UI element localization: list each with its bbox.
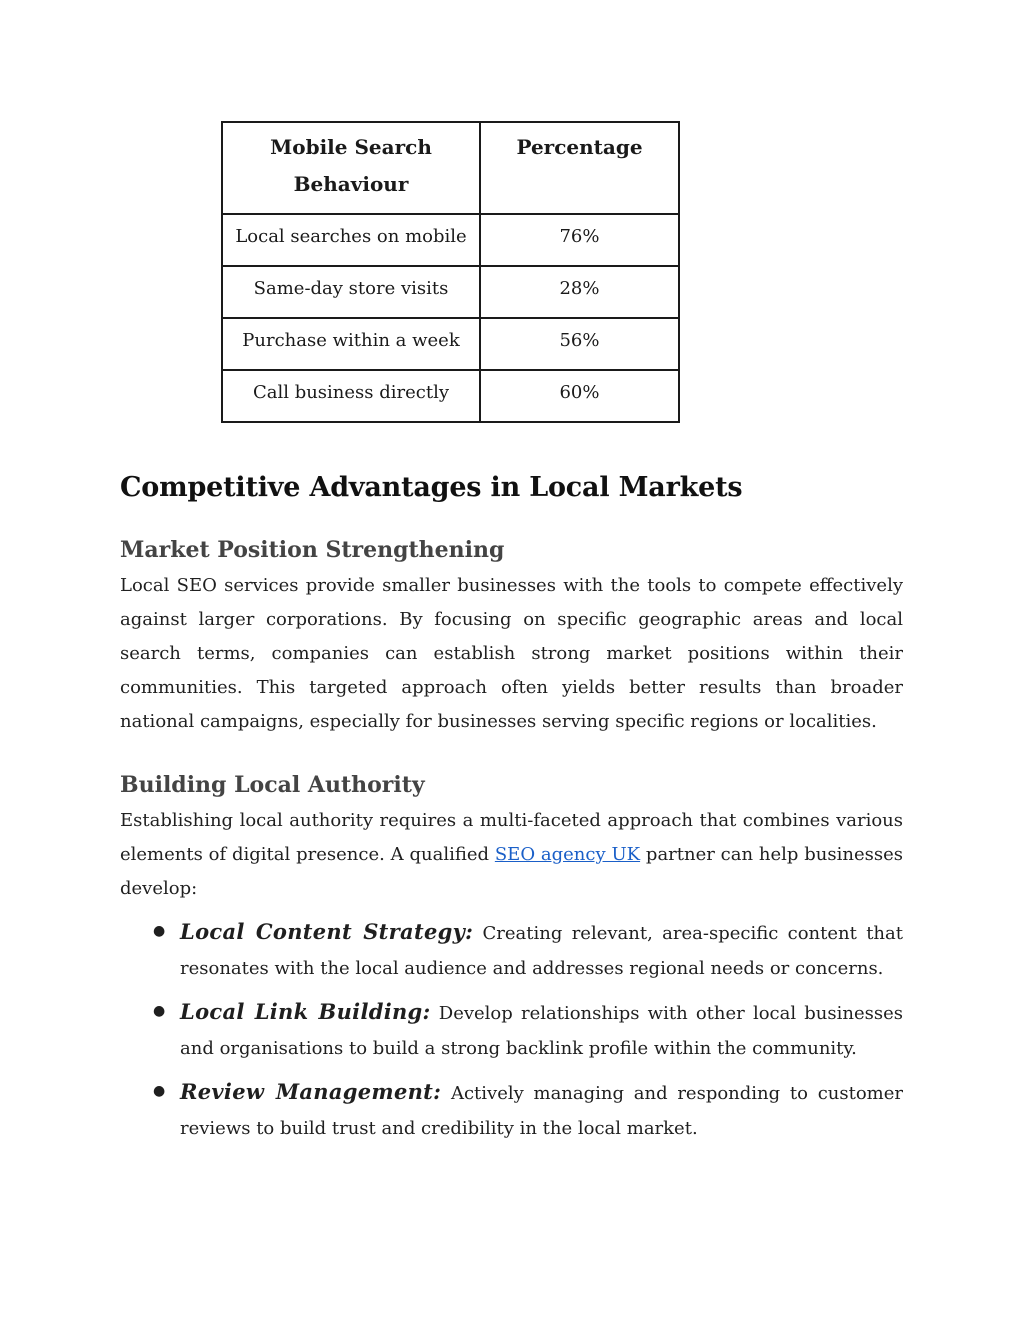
- strategy-bullet-list: [120, 914, 903, 1154]
- bullet-text: Actively managing and responding to customer reviews to build trust and credibility in the local market.: [180, 1083, 904, 1139]
- local-authority-paragraph: [120, 804, 903, 906]
- table-cell-percentage: 60%: [480, 370, 679, 422]
- bullet-term: Local Content Strategy:: [180, 919, 474, 944]
- list-item: [120, 994, 903, 1066]
- table-cell-percentage: 76%: [480, 214, 679, 266]
- table-cell-percentage: 56%: [480, 318, 679, 370]
- table-cell-behaviour: Local searches on mobile: [222, 214, 480, 266]
- table-header-percentage: Percentage: [480, 122, 679, 214]
- list-item: [120, 1074, 903, 1146]
- table-cell-percentage: 28%: [480, 266, 679, 318]
- local-authority-heading: Building Local Authority: [120, 772, 425, 798]
- bullet-term: Review Management:: [180, 1079, 442, 1104]
- bullet-icon: ●: [153, 923, 166, 939]
- mobile-search-table: [221, 121, 680, 423]
- local-authority-text-before: Establishing local authority requires a multi-faceted approach that combines various elements of digital presence. A qualified: [120, 810, 903, 865]
- bullet-text: Creating relevant, area-specific content that resonates with the local audience and addresses regional needs or concerns.: [180, 923, 903, 979]
- table-cell-behaviour: Call business directly: [222, 370, 480, 422]
- table-cell-behaviour: Same-day store visits: [222, 266, 480, 318]
- bullet-icon: ●: [153, 1003, 166, 1019]
- market-position-heading: Market Position Strengthening: [120, 537, 505, 563]
- table-cell-behaviour: Purchase within a week: [222, 318, 480, 370]
- table-row: [222, 266, 679, 318]
- table-row: [222, 214, 679, 266]
- seo-agency-link[interactable]: SEO agency UK: [494, 844, 641, 865]
- table-header-behaviour: Mobile Search Behaviour: [222, 122, 480, 214]
- market-position-paragraph: Local SEO services provide smaller businesses with the tools to compete effectively against larger corporations. By focusing on specific geographic areas and local search terms, companies can establish strong market positions within their communities. This targeted approach often yields better results than broader national campaigns, especially for businesses serving specific regions or localities.: [120, 575, 903, 732]
- bullet-term: Local Link Building:: [180, 999, 431, 1024]
- local-authority-text-after: partner can help businesses develop:: [120, 844, 903, 899]
- table-row: [222, 370, 679, 422]
- bullet-text: Develop relationships with other local businesses and organisations to build a strong backlink profile within the community.: [180, 1003, 904, 1059]
- table-row: [222, 318, 679, 370]
- bullet-icon: ●: [153, 1083, 166, 1099]
- table-header-row: [222, 122, 679, 214]
- section-title: Competitive Advantages in Local Markets: [120, 472, 743, 503]
- list-item: [120, 914, 903, 986]
